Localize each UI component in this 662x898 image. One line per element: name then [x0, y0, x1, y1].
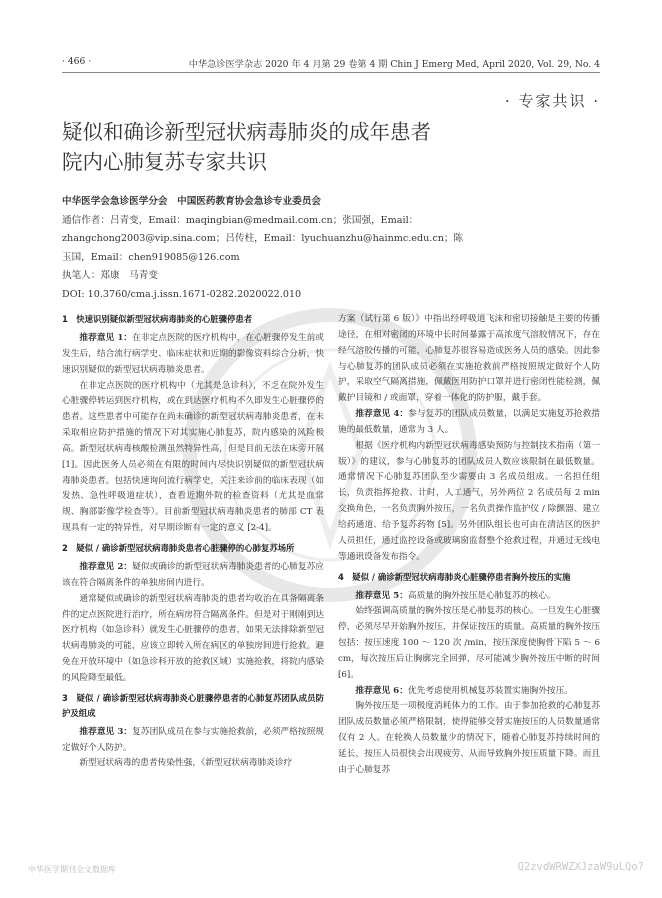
recommendation-3-text: 复苏团队成员在参与实施抢救前，必须严格按照规定做好个人防护。 [62, 726, 324, 753]
author-block [62, 193, 602, 304]
download-code: Q2zvdWRWZXJzaW9uLQo? [517, 861, 644, 873]
writers: 执笔人：郑康 马青变 [62, 270, 158, 281]
section-3-heading: 3 疑似 / 确诊新型冠状病毒肺炎心脏骤停患者的心肺复苏团队成员防护及组成 [62, 692, 324, 718]
article-title [62, 117, 582, 177]
recommendation-3-label: 推荐意见 3： [79, 726, 133, 737]
recommendation-5 [338, 589, 600, 605]
section-3-paragraph: 新型冠状病毒的患者传染性强，《新型冠状病毒肺炎诊疗 [79, 758, 293, 769]
doi: DOI: 10.3760/cma.j.issn.1671-0282.2020022.010 [62, 288, 302, 300]
recommendation-4-paragraph: 根据《医疗机构内新型冠状病毒感染预防与控制技术指南（第一版）》的建议，参与心肺复苏的团队成员人数应该限制在最低数量。通常情况下心肺复苏团队至少需要由 3 名成员组成。一名担任组长，负责指挥抢救、计时，人工通气，另外两位 2 名成员每 2 min 交换角色，一名负责胸外按压，一名负责操作监护仪 / 除颤器、建立给药通道、给予复苏药物 [5]。另外团队组长也可由在清洁区的医护人员担任，通过监控设备或玻璃窗监督整个抢救过程，并通过无线电等通讯设备发布指令。 [338, 440, 600, 562]
column-tag: · 专家共识 · [504, 92, 600, 110]
recommendation-3 [62, 725, 324, 757]
recommendation-6-text: 优先考虑使用机械复苏装置实施胸外按压。 [407, 685, 573, 696]
right-column [338, 312, 600, 779]
left-column [62, 312, 324, 772]
corresponding-authors-2: zhangchong2003@vip.sina.com；吕传柱，Email：lyuchuanzhu@hainmc.edu.cn；陈 [62, 233, 464, 244]
title-line-2: 院内心肺复苏专家共识 [62, 150, 267, 174]
section-4-heading: 4 疑似 / 确诊新型冠状病毒肺炎心脏骤停患者胸外按压的实施 [338, 571, 571, 582]
corresponding-authors-3: 玉国，Email：chen919085@126.com [62, 251, 240, 263]
recommendation-5-label: 推荐意见 5： [355, 590, 408, 601]
page-number: · 466 · [62, 56, 92, 67]
recommendation-6-label: 推荐意见 6： [355, 685, 408, 696]
section-1-heading: 1 快速识别疑似新型冠状病毒肺炎的心脏骤停患者 [62, 314, 253, 324]
section-3-paragraph-continued: 方案（试行第 6 版）》中指出经呼吸道飞沫和密切接触是主要的传播途径，在相对密闭的环境中长时间暴露于高浓度气溶胶情况下，存在经气溶胶传播的可能，心肺复苏很容易造成医务人员的感染。因此参与心肺复苏的团队成员必须在实施抢救前严格按照规定做好个人防护，采取空气隔离措施，佩戴医用防护口罩并进行密闭性能检测，佩戴护目镜和 / 或面罩，穿着一体化的防护服，戴手套。 [338, 314, 600, 404]
recommendation-5-text: 高质量的胸外按压是心肺复苏的核心。 [407, 590, 556, 601]
section-1-paragraph: 在非定点医院的医疗机构中（尤其是急诊科），不乏在院外发生心脏骤停转运到医疗机构，或在到达医疗机构不久即发生心脏骤停的患者。这些患者中可能存在尚未确诊的新型冠状病毒肺炎患者，在未采取相应防护措施的情况下对其实施心肺复苏，院内感染的风险极高。新型冠状病毒核酸检测虽然特异性高，但是目前无法在床旁开展 [1]。因此医务人员必须在有限的时间内尽快识别疑似的新型冠状病毒肺炎患者。包括快速询问流行病学史，关注来诊前的临床表现（如发热、急性呼吸道症状），查看近期外院的检查资料（尤其是血常规、胸部影像学检查等）。目前新型冠状病毒肺炎患者的肺部 CT 表现具有一定的特异性，对早期诊断有一定的意义 [2-4]。 [62, 380, 324, 534]
section-2-paragraph: 通常疑似或确诊的新型冠状病毒肺炎的患者均收治在具备隔离条件的定点医院进行治疗，所在病房符合隔离条件。但是对于刚刚到达医疗机构（如急诊科）就发生心脏骤停的患者，如果无法排除新型冠状病毒肺炎的可能，应该立即转入所在病区的单独房间进行抢救。避免在开放环境中（如急诊科开放的抢救区域）实施抢救，将院内感染的风险降至最低。 [62, 593, 324, 683]
recommendation-1 [62, 331, 324, 379]
organizations: 中华医学会急诊医学分会 中国医药教育协会急诊专业委员会 [62, 196, 322, 207]
recommendation-4-label: 推荐意见 4： [355, 409, 409, 420]
recommendation-1-label: 推荐意见 1： [79, 333, 133, 343]
recommendation-4 [338, 407, 600, 439]
recommendation-2-text: 疑似或确诊的新型冠状病毒肺炎患者的心肺复苏应该在符合隔离条件的单独房间内进行。 [62, 561, 324, 588]
journal-citation: 中华急诊医学杂志 2020 年 4 月第 29 卷第 4 期 Chin J Emerg Med, April 2020, Vol. 29, No. 4 [188, 59, 600, 70]
recommendation-2 [62, 560, 324, 592]
title-line-1: 疑似和确诊新型冠状病毒肺炎的成年患者 [62, 120, 431, 144]
corresponding-authors-1: 通信作者：吕青变，Email：maqingbian@medmail.com.cn；张国强，Email： [62, 214, 419, 226]
recommendation-1-text: 在非定点医院的医疗机构中，在心脏骤停发生前或发生后，结合流行病学史、临床症状和近期的影像资料综合分析，快速识别疑似的新型冠状病毒肺炎患者。 [62, 333, 324, 375]
database-logo: 中华医学期刊全文数据库 [28, 865, 116, 874]
recommendation-2-label: 推荐意见 2： [79, 561, 133, 572]
recommendation-5-paragraph: 始终强调高质量的胸外按压是心肺复苏的核心。一旦发生心脏骤停，必须尽早开始胸外按压，并保证按压的质量。高质量的胸外按压包括：按压速度 100 ～ 120 次 /min，按压深度使胸骨下陷 5 ～ 6 cm，每次按压后让胸廓完全回弹，尽可能减少胸外按压中断的时间 [6]。 [338, 606, 600, 680]
recommendation-6-paragraph: 胸外按压是一项极度消耗体力的工作。由于参加抢救的心肺复苏团队成员数量必须严格限制，使得能够交替实施按压的人员数量通常仅有 2 人。在轮换人员数量少的情况下，随着心肺复苏持续时间的延长，按压人员很快会出现疲劳、从而导致胸外按压质量下降。而且由于心肺复苏 [338, 701, 600, 775]
recommendation-4-text: 参与复苏的团队成员数量，以满足实施复苏抢救措施的最低数量，通常为 3 人。 [338, 409, 600, 435]
recommendation-6 [338, 684, 600, 700]
section-2-heading: 2 疑似 / 确诊新型冠状病毒肺炎患者心脏骤停的心肺复苏场所 [62, 542, 295, 553]
running-header [62, 56, 600, 73]
